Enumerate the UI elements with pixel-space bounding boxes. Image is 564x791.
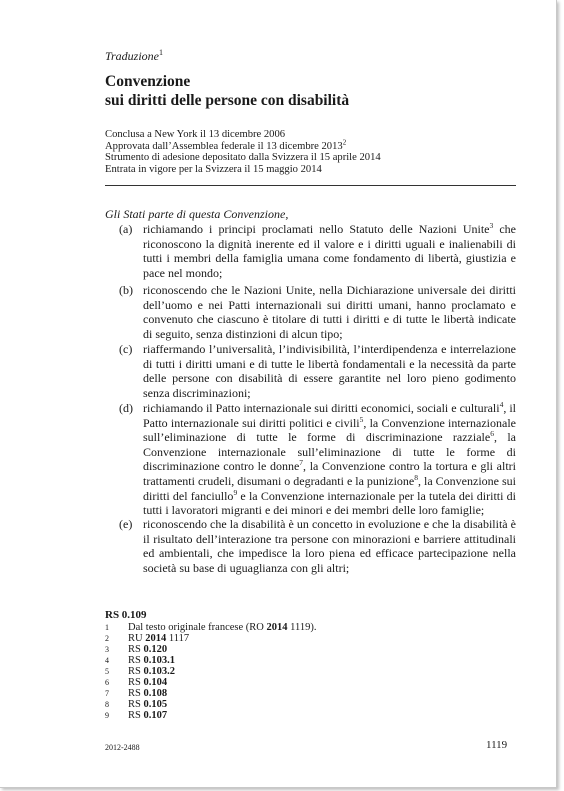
item-label: (e) bbox=[119, 517, 133, 531]
item-text: riaffermando l’universalità, l’indivisibilità, l’interdipendenza e interrelazione di tutti i diritti umani e di tutte le libertà fondamentali e la necessità da parte delle persone con disabilità di essere garantite nel loro pieno godimento senza discriminazioni; bbox=[143, 342, 516, 400]
footnote-ref[interactable]: 4 bbox=[499, 400, 504, 409]
footnote-ref[interactable]: 2 bbox=[342, 138, 347, 147]
meta-instrument: Strumento di adesione depositato dalla Svizzera il 15 aprile 2014 bbox=[105, 152, 381, 164]
footnote-1: 1 Dal testo originale francese (RO 2014 1119). bbox=[105, 622, 317, 633]
footnote-4: 4 RS 0.103.1 bbox=[105, 655, 175, 666]
header-divider bbox=[105, 185, 516, 186]
translation-label: Traduzione$^1$ bbox=[105, 48, 164, 63]
item-text: richiamando il Patto internazionale sui diritti economici, sociali e culturali$^4$, il Patto internazionale sui diritti politici e civili$^5$, la Convenzione internazionale sull’eliminazione di tutte le forme di discriminazione razziale$^6$, la Convenzione internazionale sull’eliminazione di tutte le forme di discriminazione contro le donne$^7$, la Convenzione contro la tortura e gli altri trattamenti crudeli, disumani o degradanti e la punizione$^8$, la Convenzione sui diritti del fanciullo$^9$ e la Convenzione internazionale per la tutela dei diritti di tutti i lavoratori migranti e dei minori e dei membri delle loro famiglie; bbox=[143, 400, 517, 518]
document-number: 2012-2488 bbox=[105, 743, 140, 752]
document-metadata bbox=[105, 129, 381, 175]
footnote-ref[interactable]: 9 bbox=[233, 487, 238, 497]
footnote-ref[interactable]: 5 bbox=[359, 414, 364, 424]
footnote-ref[interactable]: 1 bbox=[159, 48, 164, 57]
preamble-item-e bbox=[105, 517, 516, 575]
item-text: riconoscendo che la disabilità è un concetto in evoluzione e che la disabilità è il risultato dell’interazione tra persone con minorazioni e barriere attitudinali ed ambientali, che impedisce la loro piena ed efficace partecipazione nella società su base di uguaglianza con gli altri; bbox=[143, 517, 516, 575]
item-text: richiamando i principi proclamati nello Statuto delle Nazioni Unite$^3$ che riconoscono la dignità inerente ed il valore e i diritti uguali e inalienabili di tutti i membri della famiglia umana come fondamento di libertà, giustizia e pace nel mondo; bbox=[143, 221, 516, 280]
item-label: (d) bbox=[119, 401, 133, 415]
item-text: riconoscendo che le Nazioni Unite, nella Dichiarazione universale dei diritti dell’uomo e nei Patti internazionali sui diritti umani, hanno proclamato e convenuto che ciascuno è titolare di tutti i diritti e di tutte le libertà indicate di seguito, senza distinzioni di alcun tipo; bbox=[143, 283, 516, 341]
footnote-8: 8 RS 0.105 bbox=[105, 699, 168, 710]
preamble-intro: Gli Stati parte di questa Convenzione, bbox=[105, 207, 289, 221]
title-line-1: Convenzione bbox=[105, 73, 191, 90]
footnote-9: 9 RS 0.107 bbox=[105, 710, 168, 721]
footnote-6: 6 RS 0.104 bbox=[105, 677, 168, 688]
meta-concluded: Conclusa a New York il 13 dicembre 2006 bbox=[105, 129, 286, 140]
preamble-item-b bbox=[105, 283, 516, 341]
preamble-item-d bbox=[105, 401, 516, 518]
footnote-3: 3 RS 0.120 bbox=[105, 644, 168, 655]
footnote-2: 2 RU 2014 1117 bbox=[105, 633, 190, 644]
document-title bbox=[105, 72, 349, 110]
footnote-ref[interactable]: 6 bbox=[490, 429, 494, 439]
page-number: 1119 bbox=[486, 739, 508, 751]
title-line-2: sui diritti delle persone con disabilità bbox=[105, 92, 350, 109]
meta-entry-into-force: Entrata in vigore per la Svizzera il 15 maggio 2014 bbox=[105, 163, 322, 175]
footnote-5: 5 RS 0.103.2 bbox=[105, 666, 175, 677]
footnote-ref[interactable]: 7 bbox=[299, 458, 304, 468]
item-label: (c) bbox=[119, 342, 133, 356]
item-label: (a) bbox=[119, 222, 133, 236]
rs-number: RS 0.109 bbox=[105, 609, 147, 621]
item-label: (b) bbox=[119, 283, 133, 297]
preamble-item-a bbox=[105, 222, 516, 280]
footnote-ref[interactable]: 3 bbox=[489, 221, 494, 230]
footnote-ref[interactable]: 8 bbox=[414, 472, 419, 482]
preamble-item-c bbox=[105, 342, 516, 400]
footnote-7: 7 RS 0.108 bbox=[105, 688, 168, 699]
meta-approved: Approvata dall’Assemblea federale il 13 dicembre 2013$^2$ bbox=[105, 138, 347, 152]
